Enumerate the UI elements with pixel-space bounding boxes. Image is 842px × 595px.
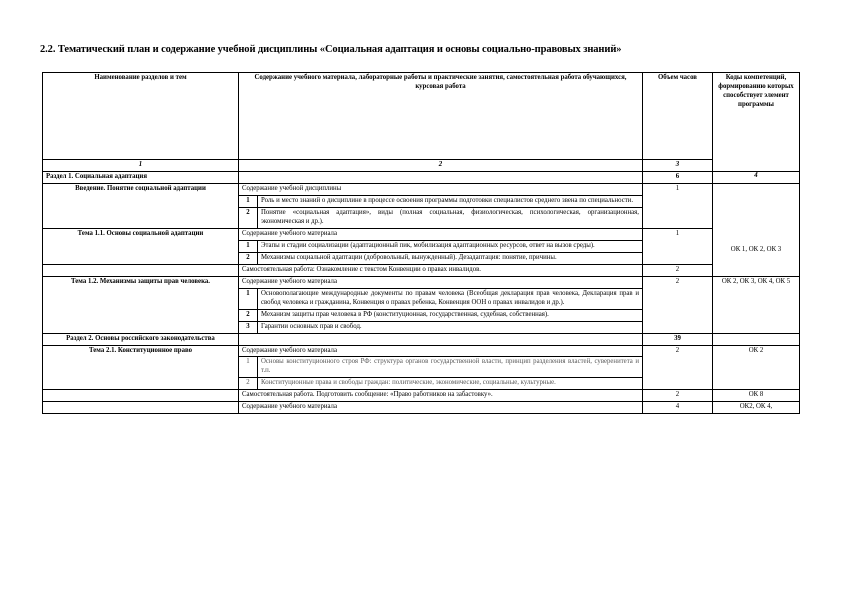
- section-hours: 6: [643, 171, 713, 183]
- topic-content: [239, 276, 643, 333]
- topic-hours: 1: [643, 183, 713, 228]
- column-header-section: Наименование разделов и тем: [43, 73, 239, 160]
- item-text: Механизмы социальной адаптации (добровольный, вынужденный). Дезадаптация: понятие, причины.: [258, 252, 643, 263]
- section-content: [239, 333, 643, 345]
- item-text: Основополагающие международные документы по правам человека (Всеобщая декларация прав человека, Декларация прав и свобод человека и гражданина, Конвенция о правах ребенка, Конвенция ООН о правах инвалидов и др.).: [261, 289, 639, 306]
- section-row: [43, 171, 800, 183]
- topic-title: Тема 2.1. Конституционное право: [43, 345, 239, 390]
- item-number: 1: [239, 195, 258, 207]
- item-number: 1: [239, 357, 258, 378]
- content-header: Содержание учебного материала: [239, 402, 643, 414]
- topic-codes: ОК 2, ОК 3, ОК 4, ОК 5: [713, 276, 800, 333]
- list-item: [239, 321, 642, 332]
- list-item: [239, 378, 642, 389]
- topic-row: [43, 183, 800, 228]
- item-text: Механизм защиты прав человека в РФ (конституционная, государственная, судебная, собственная).: [258, 309, 643, 321]
- section-codes: [713, 333, 800, 345]
- item-text: Роль и место знаний о дисциплине в процессе освоения программы подготовки специалистов среднего звена по специальности.: [261, 196, 634, 204]
- table-header-row: [43, 73, 800, 160]
- list-item: [239, 357, 642, 378]
- topic-row: [43, 345, 800, 390]
- topic-content: [239, 345, 643, 390]
- column-header-hours: Объем часов: [643, 73, 713, 160]
- self-work-hours: 2: [643, 264, 713, 276]
- empty-cell: [43, 390, 239, 402]
- item-text: Этапы и стадии социализации (адаптационный пик, мобилизация адаптационных ресурсов, ответ на вызов среды).: [261, 241, 595, 249]
- content-header: Содержание учебной дисциплины: [242, 184, 342, 192]
- list-item: [239, 207, 642, 227]
- item-text: Понятие «социальная адаптация», виды (полная социальная, физиологическая, психологическая, организационная, экономическая и др.).: [258, 207, 643, 227]
- item-number: 2: [239, 378, 258, 389]
- topic-row: [43, 402, 800, 414]
- page-heading: 2.2. Тематический план и содержание учебной дисциплины «Социальная адаптация и основы социально-правовых знаний»: [40, 44, 622, 55]
- topic-codes: ОК 2: [713, 345, 800, 390]
- item-number: 3: [239, 321, 258, 332]
- topic-row: [43, 276, 800, 333]
- topic-title: Введение. Понятие социальной адаптации: [43, 183, 239, 228]
- list-item: [239, 240, 642, 252]
- item-number: 1: [239, 288, 258, 309]
- column-number-row: [43, 160, 800, 172]
- item-number: 2: [239, 309, 258, 321]
- self-work-row: [43, 264, 800, 276]
- column-number-4: 4: [713, 171, 800, 183]
- topic-hours: 4: [643, 402, 713, 414]
- topic-title: Тема 1.2. Механизмы защиты прав человека.: [43, 276, 239, 333]
- topic-row: [43, 228, 800, 264]
- topic-title: Тема 1.1. Основы социальной адаптации: [43, 228, 239, 264]
- content-list: [239, 288, 642, 333]
- content-header: Содержание учебного материала: [242, 346, 337, 354]
- topic-content: [239, 228, 643, 264]
- section-row: [43, 333, 800, 345]
- list-item: [239, 252, 642, 263]
- self-work-codes: ОК 8: [713, 390, 800, 402]
- self-work-text: Самостоятельная работа: Ознакомление с текстом Конвенции о правах инвалидов.: [239, 264, 643, 276]
- topic-codes: ОК 1, ОК 2, ОК 3: [713, 183, 800, 276]
- section-title: Раздел 2. Основы российского законодательства: [43, 333, 239, 345]
- item-text: Основы конституционного строя РФ: структура органов государственной власти, принцип разделения властей, суверенитета и т.п.: [261, 358, 639, 375]
- content-header: Содержание учебного материала: [242, 229, 337, 237]
- section-content: [239, 171, 643, 183]
- self-work-text: Самостоятельная работа. Подготовить сообщение: «Право работников на забастовку».: [239, 390, 643, 402]
- column-number: 1: [43, 160, 239, 172]
- column-header-content: Содержание учебного материала, лабораторные работы и практические занятия, самостоятельная работа обучающихся, курсовая работа: [239, 73, 643, 160]
- thematic-plan-table: [42, 72, 800, 414]
- item-number: 1: [239, 240, 258, 252]
- item-text: Конституционные права и свободы граждан: политические, экономические, социальные, культурные.: [258, 378, 643, 389]
- column-header-codes: Коды компетенций, формированию которых способствует элемент программы: [713, 73, 800, 172]
- item-text: Гарантии основных прав и свобод.: [258, 321, 643, 332]
- column-number: 3: [643, 160, 713, 172]
- topic-hours: 2: [643, 276, 713, 333]
- topic-content: [239, 183, 643, 228]
- item-number: 2: [239, 207, 258, 227]
- empty-cell: [43, 264, 239, 276]
- list-item: [239, 195, 642, 207]
- self-work-hours: 2: [643, 390, 713, 402]
- section-hours: 39: [643, 333, 713, 345]
- section-title: Раздел 1. Социальная адаптация: [43, 171, 239, 183]
- column-number: 2: [239, 160, 643, 172]
- content-list: [239, 240, 642, 264]
- content-header: Содержание учебного материала: [242, 277, 337, 285]
- topic-hours: 2: [643, 345, 713, 390]
- topic-title: [43, 402, 239, 414]
- content-list: [239, 356, 642, 389]
- list-item: [239, 309, 642, 321]
- item-number: 2: [239, 252, 258, 263]
- self-work-row: [43, 390, 800, 402]
- topic-codes: ОК2, ОК 4,: [713, 402, 800, 414]
- content-list: [239, 195, 642, 228]
- list-item: [239, 288, 642, 309]
- topic-hours: 1: [643, 228, 713, 264]
